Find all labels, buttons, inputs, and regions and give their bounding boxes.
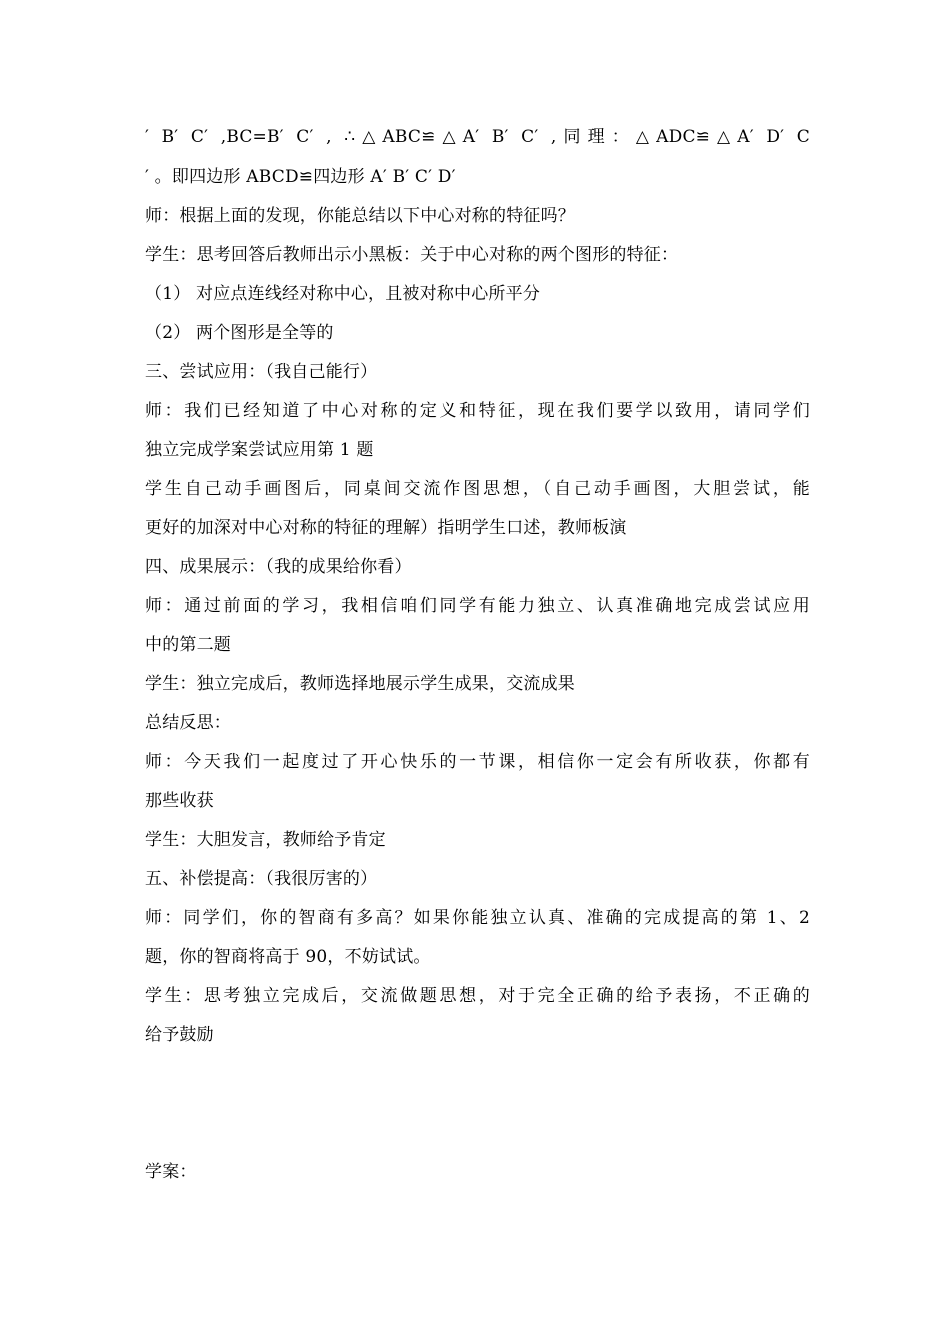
text-line-student-draw-2: 更好的加深对中心对称的特征的理解）指明学生口述，教师板演 (145, 518, 627, 538)
section-heading-try-apply: 三、尝试应用：（我自己能行） (145, 362, 378, 382)
text-line-proof-2: ′ 。即四边形 ABCD≌四边形 A′ B′ C′ D′ (145, 167, 456, 187)
text-line-teacher-improve-1: 师：同学们，你的智商有多高？如果你能独立认真、准确的完成提高的第 1、2 (145, 908, 810, 928)
section-heading-summary: 总结反思： (145, 713, 231, 733)
section-heading-improve: 五、补偿提高：（我很厉害的） (145, 869, 378, 889)
text-line-feature-1: （1） 对应点连线经对称中心，且被对称中心所平分 (145, 284, 541, 304)
text-line-student-results: 学生：独立完成后，教师选择地展示学生成果，交流成果 (145, 674, 575, 694)
text-line-teacher-summary-1: 师：今天我们一起度过了开心快乐的一节课，相信你一定会有所收获，你都有 (145, 752, 810, 772)
text-line-student-improve-1: 学生：思考独立完成后，交流做题思想，对于完全正确的给予表扬，不正确的 (145, 986, 810, 1006)
text-line-student-draw-1: 学生自己动手画图后，同桌间交流作图思想，（自己动手画图，大胆尝试，能 (145, 479, 810, 499)
section-heading-study-plan: 学案： (145, 1162, 197, 1182)
text-line-student-improve-2: 给予鼓励 (145, 1025, 214, 1045)
text-line-proof-1: ′ B′ C′ ,BC=B′ C′ , ∴△ABC≌△A′ B′ C′ ,同理：△ADC≌△A′ D′ C (145, 127, 810, 147)
text-line-teacher-apply-1: 师：我们已经知道了中心对称的定义和特征，现在我们要学以致用，请同学们 (145, 401, 810, 421)
text-line-teacher-improve-2: 题，你的智商将高于 90，不妨试试。 (145, 947, 431, 967)
text-line-teacher-apply-2: 独立完成学案尝试应用第 1 题 (145, 440, 374, 460)
text-line-teacher-question: 师：根据上面的发现，你能总结以下中心对称的特征吗？ (145, 206, 575, 226)
text-line-teacher-results-1: 师：通过前面的学习，我相信咱们同学有能力独立、认真准确地完成尝试应用 (145, 596, 810, 616)
text-line-teacher-results-2: 中的第二题 (145, 635, 231, 655)
text-line-student-summary: 学生：大胆发言，教师给予肯定 (145, 830, 386, 850)
text-line-student-answer: 学生：思考回答后教师出示小黑板：关于中心对称的两个图形的特征： (145, 245, 679, 265)
section-heading-results: 四、成果展示：（我的成果给你看） (145, 557, 412, 577)
text-line-teacher-summary-2: 那些收获 (145, 791, 214, 811)
text-line-feature-2: （2） 两个图形是全等的 (145, 323, 334, 343)
